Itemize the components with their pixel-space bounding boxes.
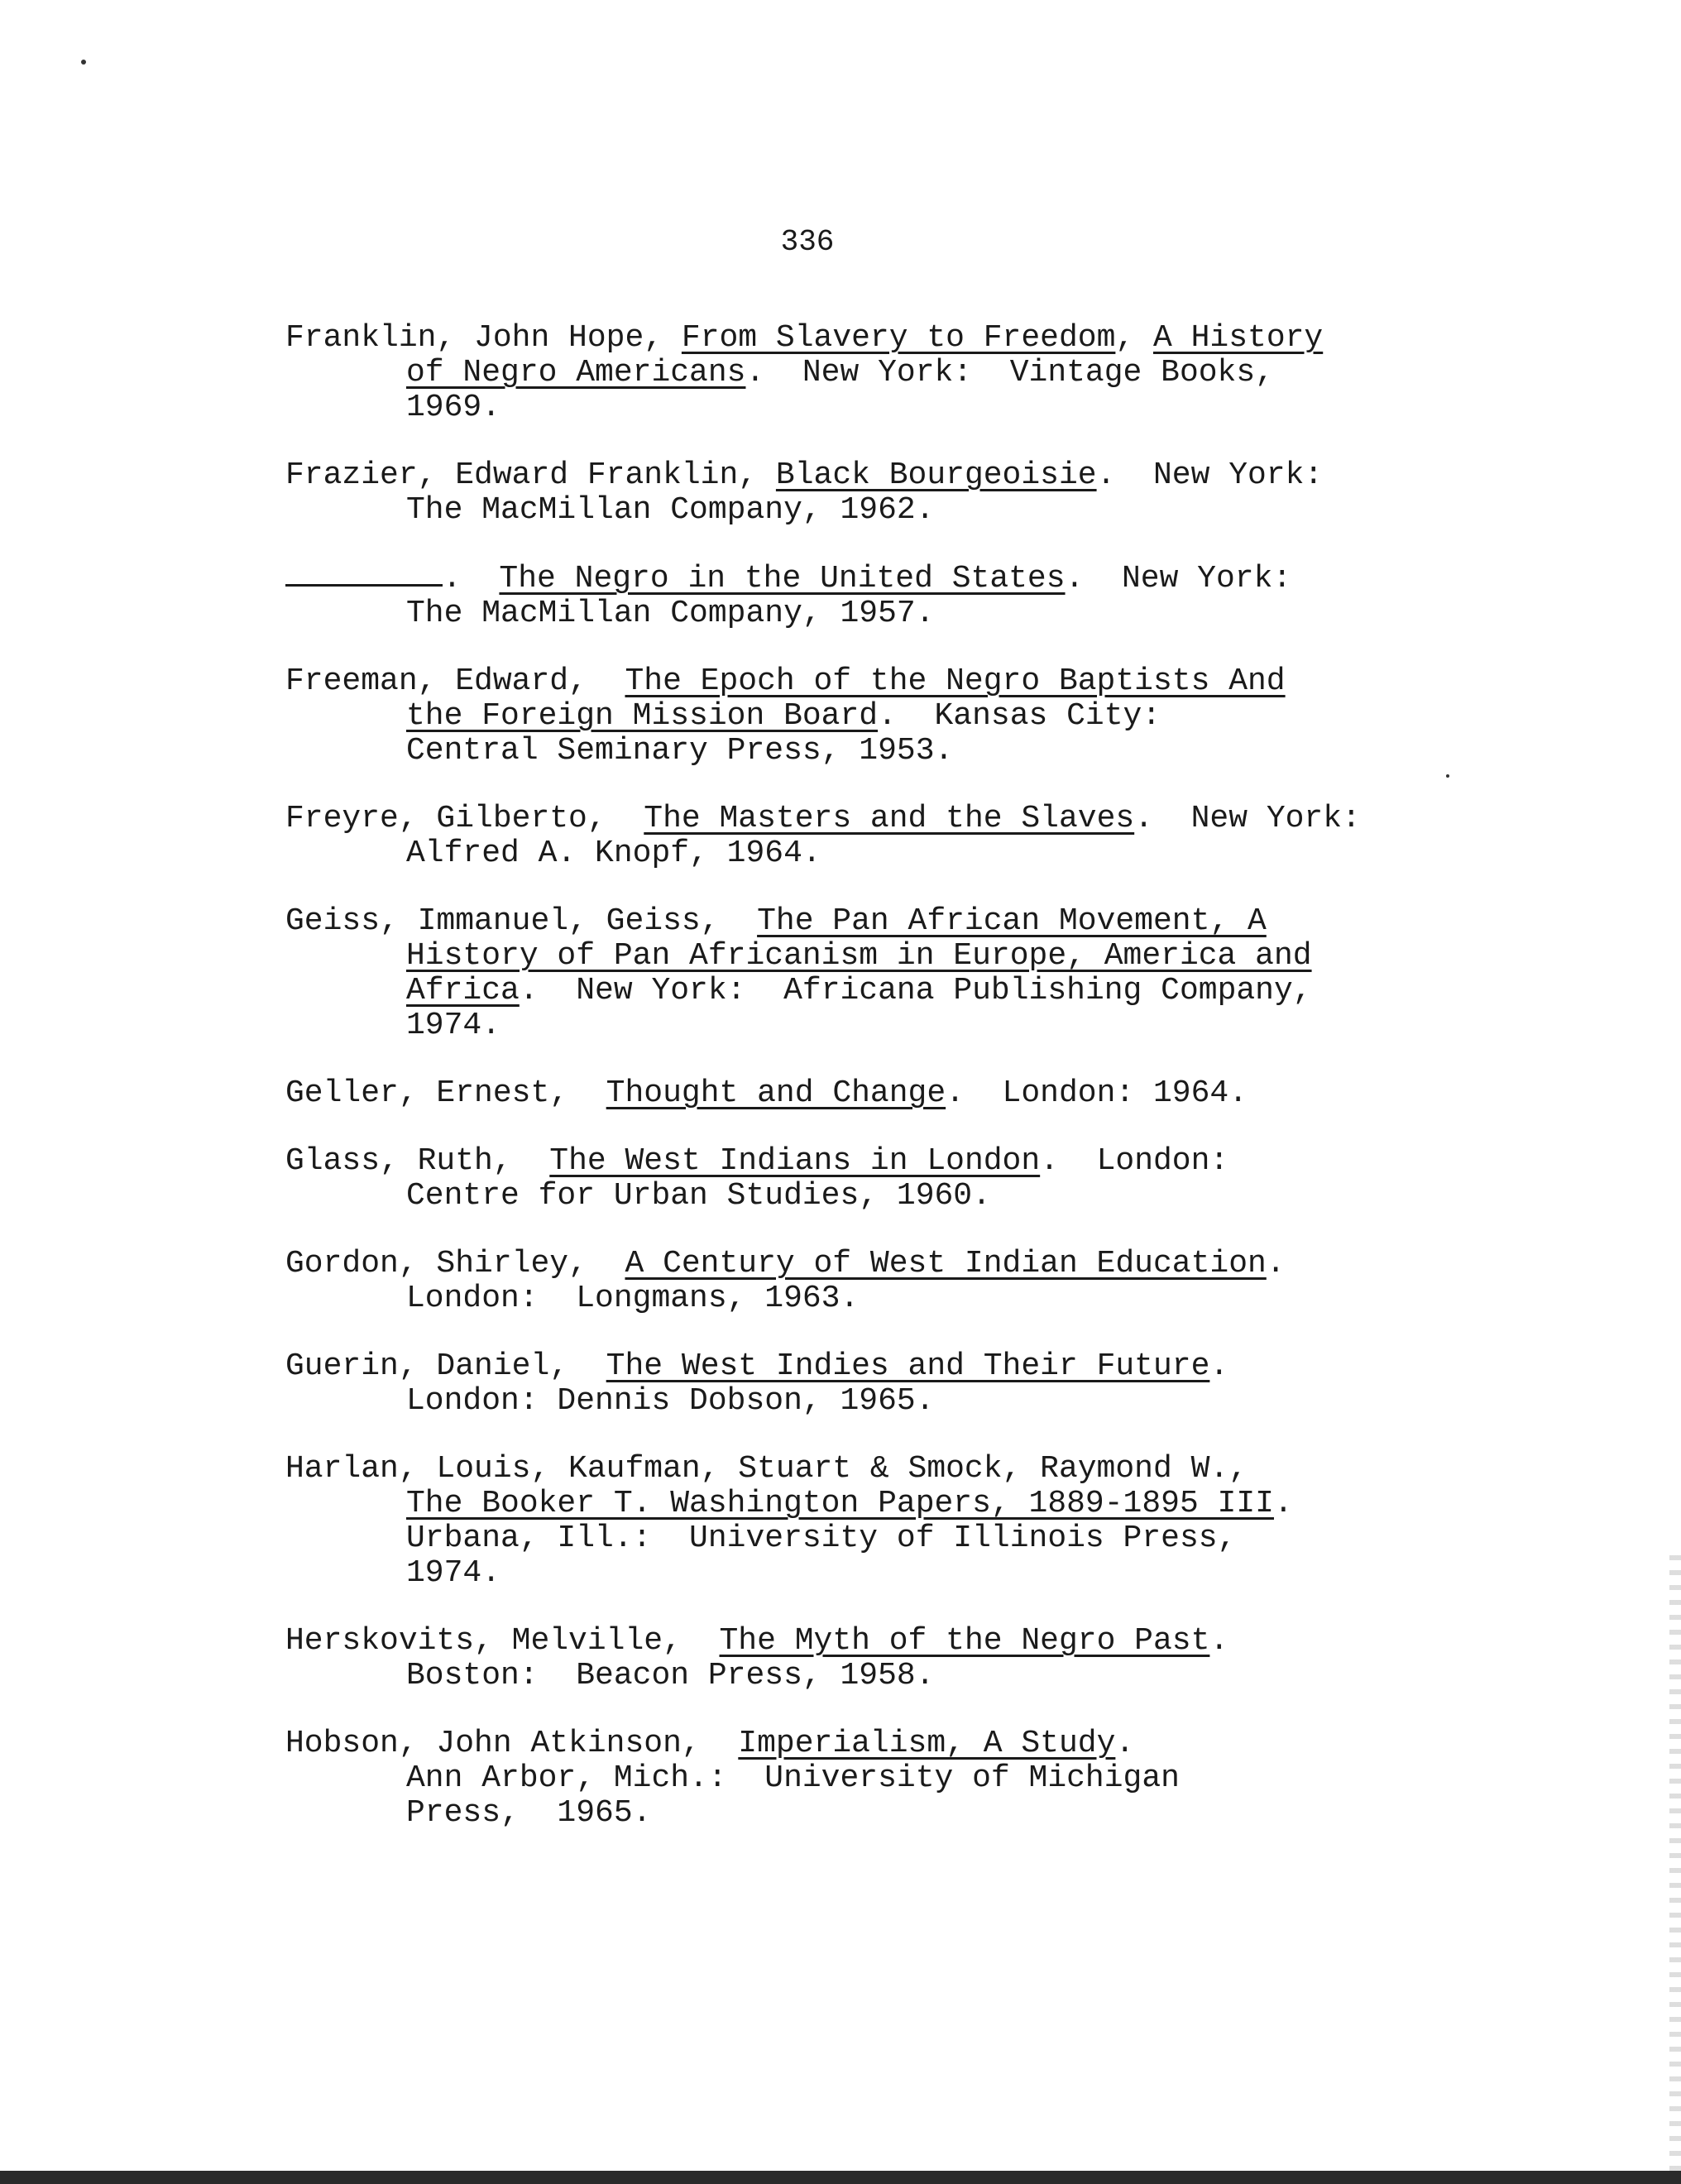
entry-text: .	[1209, 1348, 1229, 1384]
entry-text: . Kansas City:	[878, 698, 1161, 734]
entry-continuation-line	[285, 1281, 1419, 1316]
entry-text: .	[1273, 1486, 1293, 1521]
bibliography-entry	[285, 1144, 1419, 1214]
entry-text: Herskovits, Melville,	[285, 1623, 720, 1659]
entry-title: Imperialism, A Study	[738, 1726, 1116, 1761]
entry-title: A History	[1153, 320, 1324, 356]
entry-text: Boston: Beacon Press, 1958.	[406, 1658, 935, 1693]
entry-continuation-line	[285, 699, 1419, 734]
entry-first-line	[285, 321, 1419, 356]
entry-first-line	[285, 1727, 1419, 1761]
entry-text: Harlan, Louis, Kaufman, Stuart & Smock, Raymond W.,	[285, 1451, 1248, 1487]
scan-speck	[1446, 774, 1449, 778]
entry-first-line	[285, 458, 1419, 493]
entry-text: London: Dennis Dobson, 1965.	[406, 1383, 935, 1419]
entry-continuation-line	[285, 1179, 1419, 1214]
bibliography-entry	[285, 664, 1419, 769]
entry-title: Black Bourgeoisie	[775, 457, 1097, 493]
entry-text: Gordon, Shirley,	[285, 1246, 625, 1281]
entry-text: . London: 1964.	[946, 1075, 1248, 1111]
entry-first-line	[285, 904, 1419, 939]
entry-text: . New York:	[1096, 457, 1324, 493]
scan-speck	[81, 60, 86, 65]
entry-text: Central Seminary Press, 1953.	[406, 733, 954, 769]
entry-first-line	[285, 664, 1419, 699]
entry-text: Geiss, Immanuel, Geiss,	[285, 903, 758, 939]
entry-continuation-line	[285, 1556, 1419, 1591]
entry-text: Freeman, Edward,	[285, 663, 625, 699]
bibliography-list	[285, 321, 1419, 1864]
entry-continuation-line	[285, 1761, 1419, 1796]
bibliography-entry	[285, 1452, 1419, 1591]
entry-text: 1974.	[406, 1008, 501, 1043]
bibliography-entry	[285, 1727, 1419, 1831]
entry-text: 1969.	[406, 390, 501, 425]
entry-continuation-line	[285, 493, 1419, 528]
entry-text: Press, 1965.	[406, 1795, 652, 1831]
entry-first-line	[285, 1452, 1419, 1487]
bibliography-entry	[285, 904, 1419, 1043]
entry-text: . New York:	[1134, 801, 1361, 836]
entry-continuation-line	[285, 1487, 1419, 1521]
entry-title: The Pan African Movement, A	[757, 903, 1267, 939]
entry-continuation-line	[285, 596, 1419, 631]
entry-text: Urbana, Ill.: University of Illinois Press,	[406, 1521, 1237, 1556]
entry-first-line	[285, 1144, 1419, 1179]
entry-continuation-line	[285, 836, 1419, 871]
entry-text: . New York: Vintage Books,	[745, 355, 1274, 390]
entry-text: Franklin, John Hope,	[285, 320, 682, 356]
entry-text: The MacMillan Company, 1957.	[406, 596, 935, 631]
entry-text: .	[1266, 1246, 1286, 1281]
bibliography-entry	[285, 458, 1419, 528]
entry-text: Alfred A. Knopf, 1964.	[406, 836, 821, 871]
entry-title: The West Indies and Their Future	[606, 1348, 1210, 1384]
entry-text: ,	[1115, 320, 1153, 356]
entry-continuation-line	[285, 390, 1419, 425]
bibliography-entry	[285, 802, 1419, 871]
entry-title: The Booker T. Washington Papers, 1889-1895 III	[406, 1486, 1274, 1521]
entry-text: London: Longmans, 1963.	[406, 1281, 860, 1316]
entry-continuation-line	[285, 1008, 1419, 1043]
entry-continuation-line	[285, 734, 1419, 769]
entry-first-line	[285, 1349, 1419, 1384]
entry-text: Ann Arbor, Mich.: University of Michigan	[406, 1760, 1180, 1796]
entry-first-line	[285, 1076, 1419, 1111]
entry-text: The MacMillan Company, 1962.	[406, 492, 935, 528]
entry-continuation-line	[285, 356, 1419, 390]
entry-continuation-line	[285, 1384, 1419, 1419]
entry-text: Geller, Ernest,	[285, 1075, 606, 1111]
bibliography-entry	[285, 561, 1419, 631]
bibliography-entry	[285, 1624, 1419, 1693]
same-author-dash	[285, 561, 443, 587]
entry-text: Centre for Urban Studies, 1960.	[406, 1178, 991, 1214]
bibliography-entry	[285, 1076, 1419, 1111]
entry-title: A Century of West Indian Education	[625, 1246, 1267, 1281]
entry-continuation-line	[285, 974, 1419, 1008]
entry-text: .	[443, 561, 500, 596]
entry-title: The Negro in the United States	[499, 561, 1066, 596]
bibliography-entry	[285, 1247, 1419, 1316]
entry-title: the Foreign Mission Board	[406, 698, 879, 734]
bibliography-entry	[285, 321, 1419, 425]
entry-text: 1974.	[406, 1555, 501, 1591]
entry-text: Glass, Ruth,	[285, 1143, 550, 1179]
bibliography-entry	[285, 1349, 1419, 1419]
entry-first-line	[285, 561, 1419, 596]
entry-title: The Epoch of the Negro Baptists And	[625, 663, 1286, 699]
entry-text: .	[1209, 1623, 1229, 1659]
entry-text: Hobson, John Atkinson,	[285, 1726, 739, 1761]
entry-continuation-line	[285, 1796, 1419, 1831]
entry-title: The Myth of the Negro Past	[719, 1623, 1210, 1659]
entry-text: . London:	[1040, 1143, 1229, 1179]
entry-text: Guerin, Daniel,	[285, 1348, 606, 1384]
page-number: 336	[780, 225, 835, 259]
entry-text: Freyre, Gilberto,	[285, 801, 644, 836]
entry-title: Thought and Change	[606, 1075, 946, 1111]
entry-continuation-line	[285, 939, 1419, 974]
entry-text: .	[1115, 1726, 1135, 1761]
entry-title: From Slavery to Freedom	[681, 320, 1116, 356]
entry-title: The West Indians in London	[549, 1143, 1041, 1179]
scan-edge-right	[1669, 1555, 1681, 2184]
entry-title: of Negro Americans	[406, 355, 746, 390]
entry-continuation-line	[285, 1659, 1419, 1693]
entry-text: Frazier, Edward Franklin,	[285, 457, 776, 493]
entry-text: . New York: Africana Publishing Company,	[519, 973, 1312, 1008]
entry-title: History of Pan Africanism in Europe, America and	[406, 938, 1312, 974]
entry-text: . New York:	[1065, 561, 1292, 596]
entry-title: Africa	[406, 973, 520, 1008]
entry-title: The Masters and the Slaves	[644, 801, 1135, 836]
entry-continuation-line	[285, 1521, 1419, 1556]
scan-edge-bottom	[0, 2171, 1681, 2184]
entry-first-line	[285, 1247, 1419, 1281]
entry-first-line	[285, 1624, 1419, 1659]
entry-first-line	[285, 802, 1419, 836]
